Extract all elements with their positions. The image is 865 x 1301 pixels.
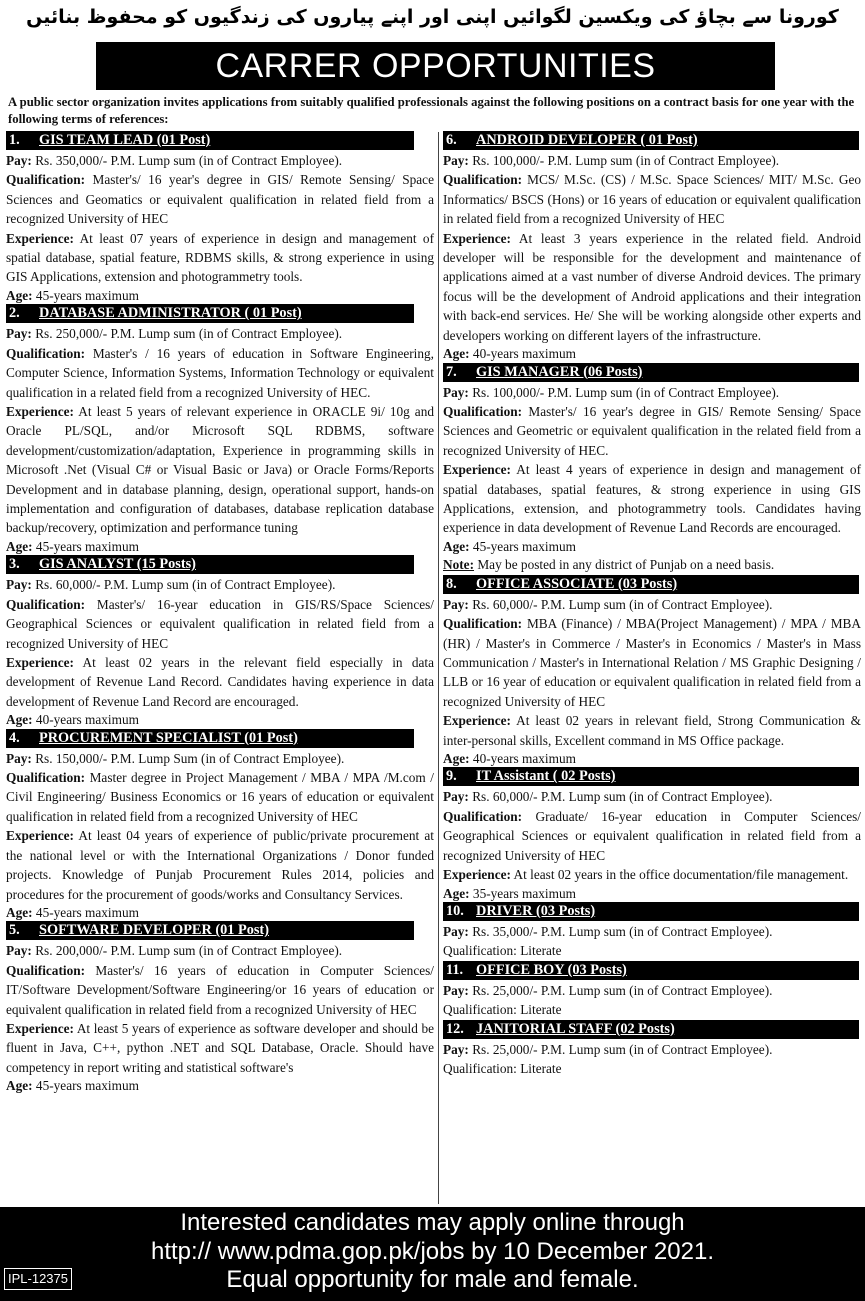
job-qualification [6,344,434,402]
job-experience [443,229,861,345]
footer-banner [0,1207,865,1301]
job-number: 9. [446,768,457,785]
field-value: At least 02 years in the office documentation/file management. [513,867,849,883]
field-value: Master's / 16 years of education in Software Engineering, Computer Science, Information Systems, Information Technology or equivalent qualification in a related field from a recognized University of HEC. [6,345,434,400]
job-pay [443,151,861,170]
field-label: Pay: [443,596,469,612]
job-number: 1. [9,132,20,148]
job-number: 5. [9,922,20,939]
field-value: Master's/ 16 year's degree in GIS/ Remote Sensing/ Space Sciences and Geometric or equivalent qualification in the related field from a recognized University of HEC. [443,403,861,458]
column-divider [438,132,439,1204]
field-label: Qualification: [6,596,86,612]
job-posting [6,921,434,1094]
job-posting [443,131,861,363]
job-title-bar [443,767,859,786]
field-value: 40-years maximum [472,346,576,362]
field-label: Qualification: [6,172,86,188]
field-value: Rs. 150,000/- P.M. Lump Sum (in of Contract Employee). [35,750,345,766]
field-label: Experience: [443,713,511,729]
field-label: Pay: [443,924,469,939]
field-value: Master degree in Project Management / MBA / MPA /M.com / Civil Engineering/ Business Economics or 16 years of education or equivalent qualification in related field from a recognized University of HEC [6,770,434,824]
field-value: At least 5 years of experience as software developer and should be fluent in Java, C++, python .NET and SQL Database, Oracle. Should have competency in report writing and statistical software's [6,1021,434,1075]
field-label: Pay: [6,153,32,168]
field-value: Rs. 60,000/- P.M. Lump sum (in of Contract Employee). [472,789,773,805]
field-label: Experience: [6,654,74,670]
field-label: Pay: [443,153,469,168]
footer-line-3: Equal opportunity for male and female. [226,1266,639,1293]
field-label: Experience: [443,230,511,246]
job-title-bar [443,961,859,980]
job-experience [443,711,861,750]
ad-reference: IPL-12375 [4,1268,72,1290]
job-pay [443,595,861,614]
field-label: Note: [443,557,475,573]
field-value: Rs. 350,000/- P.M. Lump sum (in of Contract Employee). [35,153,343,168]
field-value: At least 07 years of experience in design and management of spatial database, spatial feature, RDBMS skills, & strong experience in using GIS Applications, extension and photogrammetry tools. [6,230,434,285]
job-number: 10. [446,903,464,919]
field-value: 35-years maximum [472,885,576,901]
job-title: DRIVER (03 Posts) [476,903,596,919]
field-label: Qualification: [443,172,523,188]
field-label: Pay: [443,1041,469,1057]
field-label: Pay: [6,943,32,959]
job-experience [6,229,434,287]
job-age [6,538,434,556]
field-value: Rs. 60,000/- P.M. Lump sum (in of Contract Employee). [472,596,773,612]
field-label: Pay: [443,384,469,400]
job-title: OFFICE ASSOCIATE (03 Posts) [476,575,678,592]
field-label: Qualification: [443,1002,517,1018]
job-number: 12. [446,1020,464,1037]
field-label: Age: [6,712,33,728]
job-title: PROCUREMENT SPECIALIST (01 Post) [39,729,298,746]
field-value: May be posted in any district of Punjab on a need basis. [477,557,775,573]
job-age [6,904,434,922]
job-qualification [6,961,434,1019]
field-value: Literate [520,1002,562,1018]
job-title: GIS ANALYST (15 Posts) [39,556,196,573]
field-value: Rs. 100,000/- P.M. Lump sum (in of Contract Employee). [472,384,780,400]
job-title: DATABASE ADMINISTRATOR ( 01 Post) [39,305,302,322]
job-title: GIS TEAM LEAD (01 Post) [39,132,211,148]
job-pay [6,324,434,343]
field-value: Master's/ 16 year's degree in GIS/ Remote Sensing/ Space Sciences and Geomatics or equivalent qualification in related field from a recognized University of HEC [6,172,434,227]
job-posting [443,363,861,575]
job-pay [6,941,434,960]
job-experience [6,1019,434,1077]
footer-line-1: Interested candidates may apply online through [180,1209,685,1236]
job-title-bar [443,1020,859,1039]
field-label: Experience: [6,1021,74,1037]
job-experience [6,402,434,538]
job-experience [6,653,434,711]
job-qualification [443,807,861,865]
job-qualification [443,614,861,711]
job-number: 11. [446,961,464,978]
job-experience [443,865,861,884]
job-posting [443,575,861,768]
field-label: Age: [443,885,470,901]
job-age [443,885,861,903]
field-value: Graduate/ 16-year education in Computer Sciences/ Geographical Sciences or equivalent qualification in related field from a recognized University of HEC [443,808,861,863]
field-label: Age: [6,287,33,303]
job-number: 4. [9,729,20,746]
job-title: IT Assistant ( 02 Posts) [476,768,616,785]
job-qualification-plain [443,1059,861,1078]
field-value: 40-years maximum [472,750,576,766]
page-title-banner: CARRER OPPORTUNITIES [96,42,775,90]
job-pay [6,749,434,768]
job-posting [443,902,861,961]
field-label: Age: [6,538,33,554]
field-label: Experience: [6,230,74,246]
field-label: Pay: [6,326,32,342]
job-experience [443,460,861,538]
job-experience [6,826,434,904]
job-posting [443,767,861,902]
job-title-bar [443,575,859,594]
field-label: Age: [443,538,470,554]
job-qualification [6,170,434,228]
right-column [443,131,861,1078]
field-value: At least 02 years in the relevant field especially in data development of Revenue Land Record. Candidates having experience in data development of Revenue Land Record are encouraged. [6,654,434,709]
field-value: Rs. 200,000/- P.M. Lump sum (in of Contract Employee). [35,943,343,959]
job-number: 2. [9,305,20,322]
job-title: SOFTWARE DEVELOPER (01 Post) [39,922,269,939]
job-title-bar [443,131,859,150]
field-value: Rs. 100,000/- P.M. Lump sum (in of Contract Employee). [472,153,780,168]
job-posting [6,555,434,728]
job-qualification [443,170,861,228]
job-posting [443,961,861,1020]
job-qualification-plain [443,1000,861,1019]
job-qualification [443,402,861,460]
field-value: 45-years maximum [35,1078,139,1094]
field-label: Age: [443,750,470,766]
field-value: 40-years maximum [35,712,139,728]
job-number: 8. [446,575,457,592]
job-pay [443,981,861,1000]
job-posting [6,131,434,304]
job-posting [443,1020,861,1079]
field-value: Rs. 250,000/- P.M. Lump sum (in of Contract Employee). [35,326,343,342]
job-title-bar [6,921,414,940]
field-value: At least 04 years of experience of public/private procurement at the national level or with the International Organizations / Donor funded projects. Knowledge of Punjab Procurement Rules 2014, policies and procedures for the procurement of goods/works and Consultancy Services. [6,828,434,902]
field-value: 45-years maximum [472,538,576,554]
job-title-bar [443,902,859,921]
field-label: Qualification: [443,943,517,959]
field-value: 45-years maximum [35,904,139,920]
field-label: Age: [6,1078,33,1094]
job-title: OFFICE BOY (03 Posts) [476,961,627,978]
job-title: ANDROID DEVELOPER ( 01 Post) [476,132,698,148]
job-age [443,750,861,768]
field-value: At least 5 years of relevant experience in ORACLE 9i/ 10g and Oracle PL/SQL, and/or Microsoft SQL RDBMS, software development/customization/adaptation, Experience in programming skills in Microsoft .Net (Visual C# or Visual Basic or Java) or Oracle Forms/Reports Development and in database planning, design, operational support, hands-on implementation and configuration of databases, database replication database backup/recovery, optimization and performance tuning [6,403,435,536]
job-pay [6,575,434,594]
job-age [6,287,434,305]
intro-text: A public sector organization invites applications from suitably qualified professionals against the following positions on a contract basis for one year with the following terms of references: [8,95,855,126]
job-posting [6,304,434,555]
job-title-bar [6,304,414,323]
field-label: Experience: [6,828,74,844]
field-value: Literate [520,1061,562,1077]
field-label: Qualification: [443,1061,517,1077]
field-value: 45-years maximum [35,538,139,554]
job-title: GIS MANAGER (06 Posts) [476,363,643,380]
job-qualification-plain [443,941,861,960]
field-label: Qualification: [6,770,86,786]
job-title-bar [443,363,859,382]
field-label: Age: [6,904,33,920]
field-label: Qualification: [6,345,86,361]
field-label: Qualification: [443,808,523,824]
footer-apply-link[interactable]: http:// www.pdma.gop.pk/jobs by 10 December 2021. [151,1237,714,1265]
field-value: MBA (Finance) / MBA(Project Management) / MPA / MBA (HR) / Master's in Commerce / Master's in Economics / Master's in Mass Communication / Master's in International Relation / MS Graphic Designing / LLB or 16 year of education or equivalent qualification in related field from a recognized University of HEC [443,616,861,709]
job-note [443,555,861,574]
job-age [443,345,861,363]
field-value: Rs. 25,000/- P.M. Lump sum (in of Contract Employee). [472,1041,773,1057]
job-title-bar [6,131,414,150]
field-label: Experience: [443,867,511,883]
field-label: Qualification: [443,616,523,632]
left-column [6,131,434,1095]
job-number: 3. [9,556,20,573]
job-pay [443,787,861,806]
job-pay [443,922,861,941]
field-label: Pay: [443,982,469,998]
field-value: Rs. 60,000/- P.M. Lump sum (in of Contract Employee). [35,577,336,593]
job-number: 6. [446,132,457,148]
job-pay [443,1040,861,1059]
field-value: At least 4 years of experience in design and management of spatial databases, spatial features, & strong experience in using GIS Applications, extension, and photogrammetry tools. Candidates having experience in data development of Revenue Land Records are encouraged. [443,462,861,536]
job-title: JANITORIAL STAFF (02 Posts) [476,1020,675,1037]
field-value: Rs. 35,000/- P.M. Lump sum (in of Contract Employee). [472,924,773,939]
field-value: At least 02 years in relevant field, Strong Communication & inter-personal skills, Excellent command in MS Office package. [443,713,862,748]
job-pay [443,383,861,402]
field-label: Experience: [443,462,511,478]
urdu-slogan: کورونا سے بچاؤ کی ویکسین لگوائیں اپنی اور اپنے پیاروں کی زندگیوں کو محفوظ بنائیں [26,6,839,28]
field-label: Pay: [443,789,469,805]
field-label: Pay: [6,577,32,593]
job-age [443,538,861,556]
field-value: MCS/ M.Sc. (CS) / M.Sc. Space Sciences/ MIT/ M.Sc. Geo Informatics/ BSCS (Hons) or 16 years of education or equivalent qualification in related field from a recognized University of HEC [443,172,861,227]
field-value: 45-years maximum [35,287,139,303]
field-label: Age: [443,346,470,362]
field-value: At least 3 years experience in the related field. Android developer will be responsible for the development and maintenance of applications aimed at a vast number of diverse Android devices. The primary focus will be the development of Android applications and their integration with back-end services. He/ She will be working alongside other experts and developers working on different layers of the infrastructure. [443,230,861,343]
field-label: Qualification: [6,962,86,978]
job-age [6,1077,434,1095]
field-value: Literate [520,943,562,959]
field-value: Master's/ 16-year education in GIS/RS/Space Sciences/ Geographical Sciences or equivalent qualification in related field from a recognized University of HEC [6,596,434,651]
job-qualification [6,595,434,653]
field-label: Pay: [6,750,32,766]
job-posting [6,729,434,922]
field-value: Rs. 25,000/- P.M. Lump sum (in of Contract Employee). [472,982,773,998]
job-pay [6,151,434,170]
job-number: 7. [446,363,457,380]
job-title-bar [6,555,414,574]
field-label: Qualification: [443,403,523,419]
job-title-bar [6,729,414,748]
field-label: Experience: [6,403,74,419]
job-age [6,711,434,729]
job-qualification [6,768,434,826]
field-value: Master's/ 16 years of education in Computer Sciences/ IT/Software Development/Software Engineering/or 16 years of education or equivalent qualification in related field from a recognized University of HEC [6,962,435,1017]
